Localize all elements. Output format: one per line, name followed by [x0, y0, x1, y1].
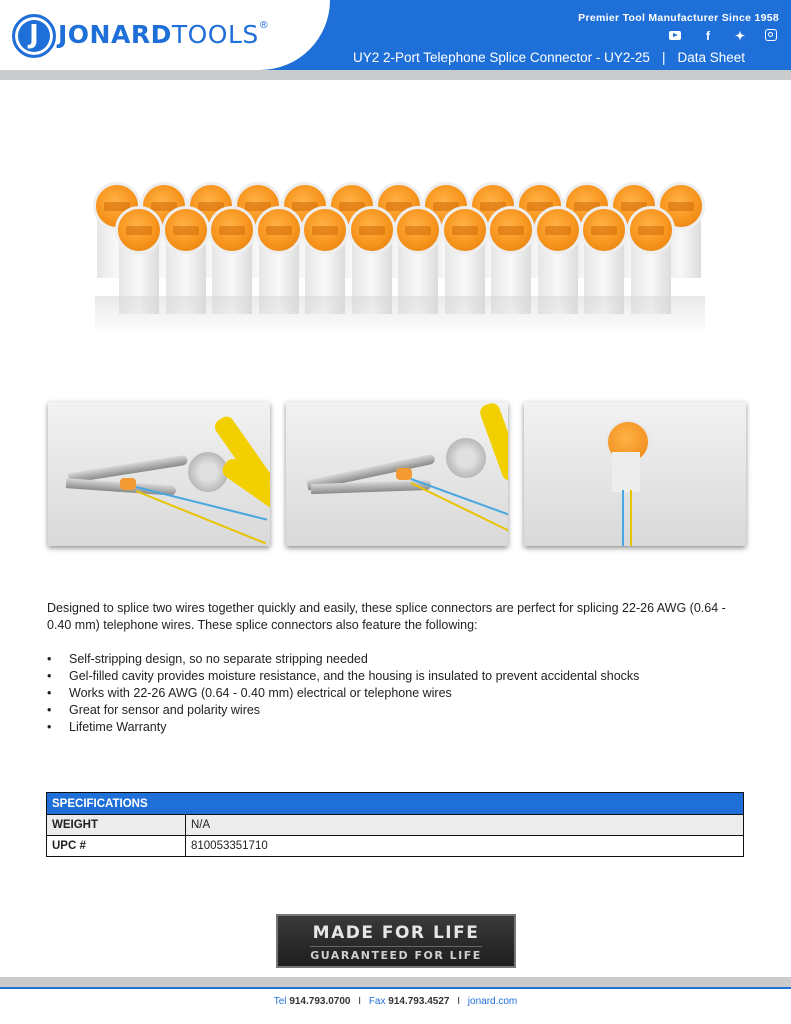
table-row — [47, 836, 744, 857]
youtube-icon[interactable] — [669, 29, 683, 43]
footer-contact: Tel 914.793.0700 I Fax 914.793.4527 I jonard.com — [273, 996, 518, 1007]
feature-item: • Works with 22-26 AWG (0.64 - 0.40 mm) electrical or telephone wires — [47, 685, 639, 702]
spec-value: 810053351710 — [186, 836, 744, 857]
facebook-icon[interactable]: f — [706, 29, 710, 43]
feature-item: • Self-stripping design, so no separate stripping needed — [47, 651, 639, 668]
feature-list — [47, 651, 639, 736]
footer-stripe — [0, 977, 791, 987]
document-title: UY2 2-Port Telephone Splice Connector - UY2-25 | Data Sheet — [353, 50, 745, 65]
twitter-icon[interactable]: ✦ — [734, 29, 746, 43]
tagline: Premier Tool Manufacturer Since 1958 — [578, 12, 779, 24]
specifications-heading: SPECIFICATIONS — [47, 793, 744, 815]
product-photo-spliced-connector — [524, 402, 746, 546]
product-reflection — [95, 296, 705, 336]
jonard-logo-icon: J — [12, 14, 56, 58]
social-links — [669, 29, 779, 43]
footer-line — [0, 987, 791, 989]
product-photo-pliers-hand — [48, 402, 270, 546]
feature-item: • Great for sensor and polarity wires — [47, 702, 639, 719]
fax-number: 914.793.4527 — [388, 996, 450, 1007]
made-for-life-badge — [276, 914, 516, 968]
product-description: Designed to splice two wires together quickly and easily, these splice connectors are perfect for splicing 22-26 AWG (0.64 - 0.40 mm) telephone wires. These splice connectors also feature the following: — [47, 601, 726, 632]
feature-item: • Gel-filled cavity provides moisture resistance, and the housing is insulated to prevent accidental shocks — [47, 668, 639, 685]
website-link[interactable]: jonard.com — [467, 996, 518, 1007]
spec-key: WEIGHT — [47, 815, 186, 836]
tel-label: Tel — [273, 996, 287, 1007]
product-photo-pliers — [286, 402, 508, 546]
table-row — [47, 815, 744, 836]
spec-value: N/A — [186, 815, 744, 836]
feature-item: • Lifetime Warranty — [47, 719, 639, 736]
badge-line-1: MADE FOR LIFE — [312, 923, 480, 943]
tel-number[interactable]: 914.793.0700 — [289, 996, 351, 1007]
badge-line-2: GUARANTEED FOR LIFE — [310, 946, 482, 962]
specifications-table — [46, 792, 744, 857]
header-stripe — [0, 70, 791, 80]
fax-label: Fax — [368, 996, 386, 1007]
spec-key: UPC # — [47, 836, 186, 857]
instagram-icon[interactable] — [765, 29, 779, 43]
brand-name: JONARDTOOLS® — [58, 20, 270, 49]
